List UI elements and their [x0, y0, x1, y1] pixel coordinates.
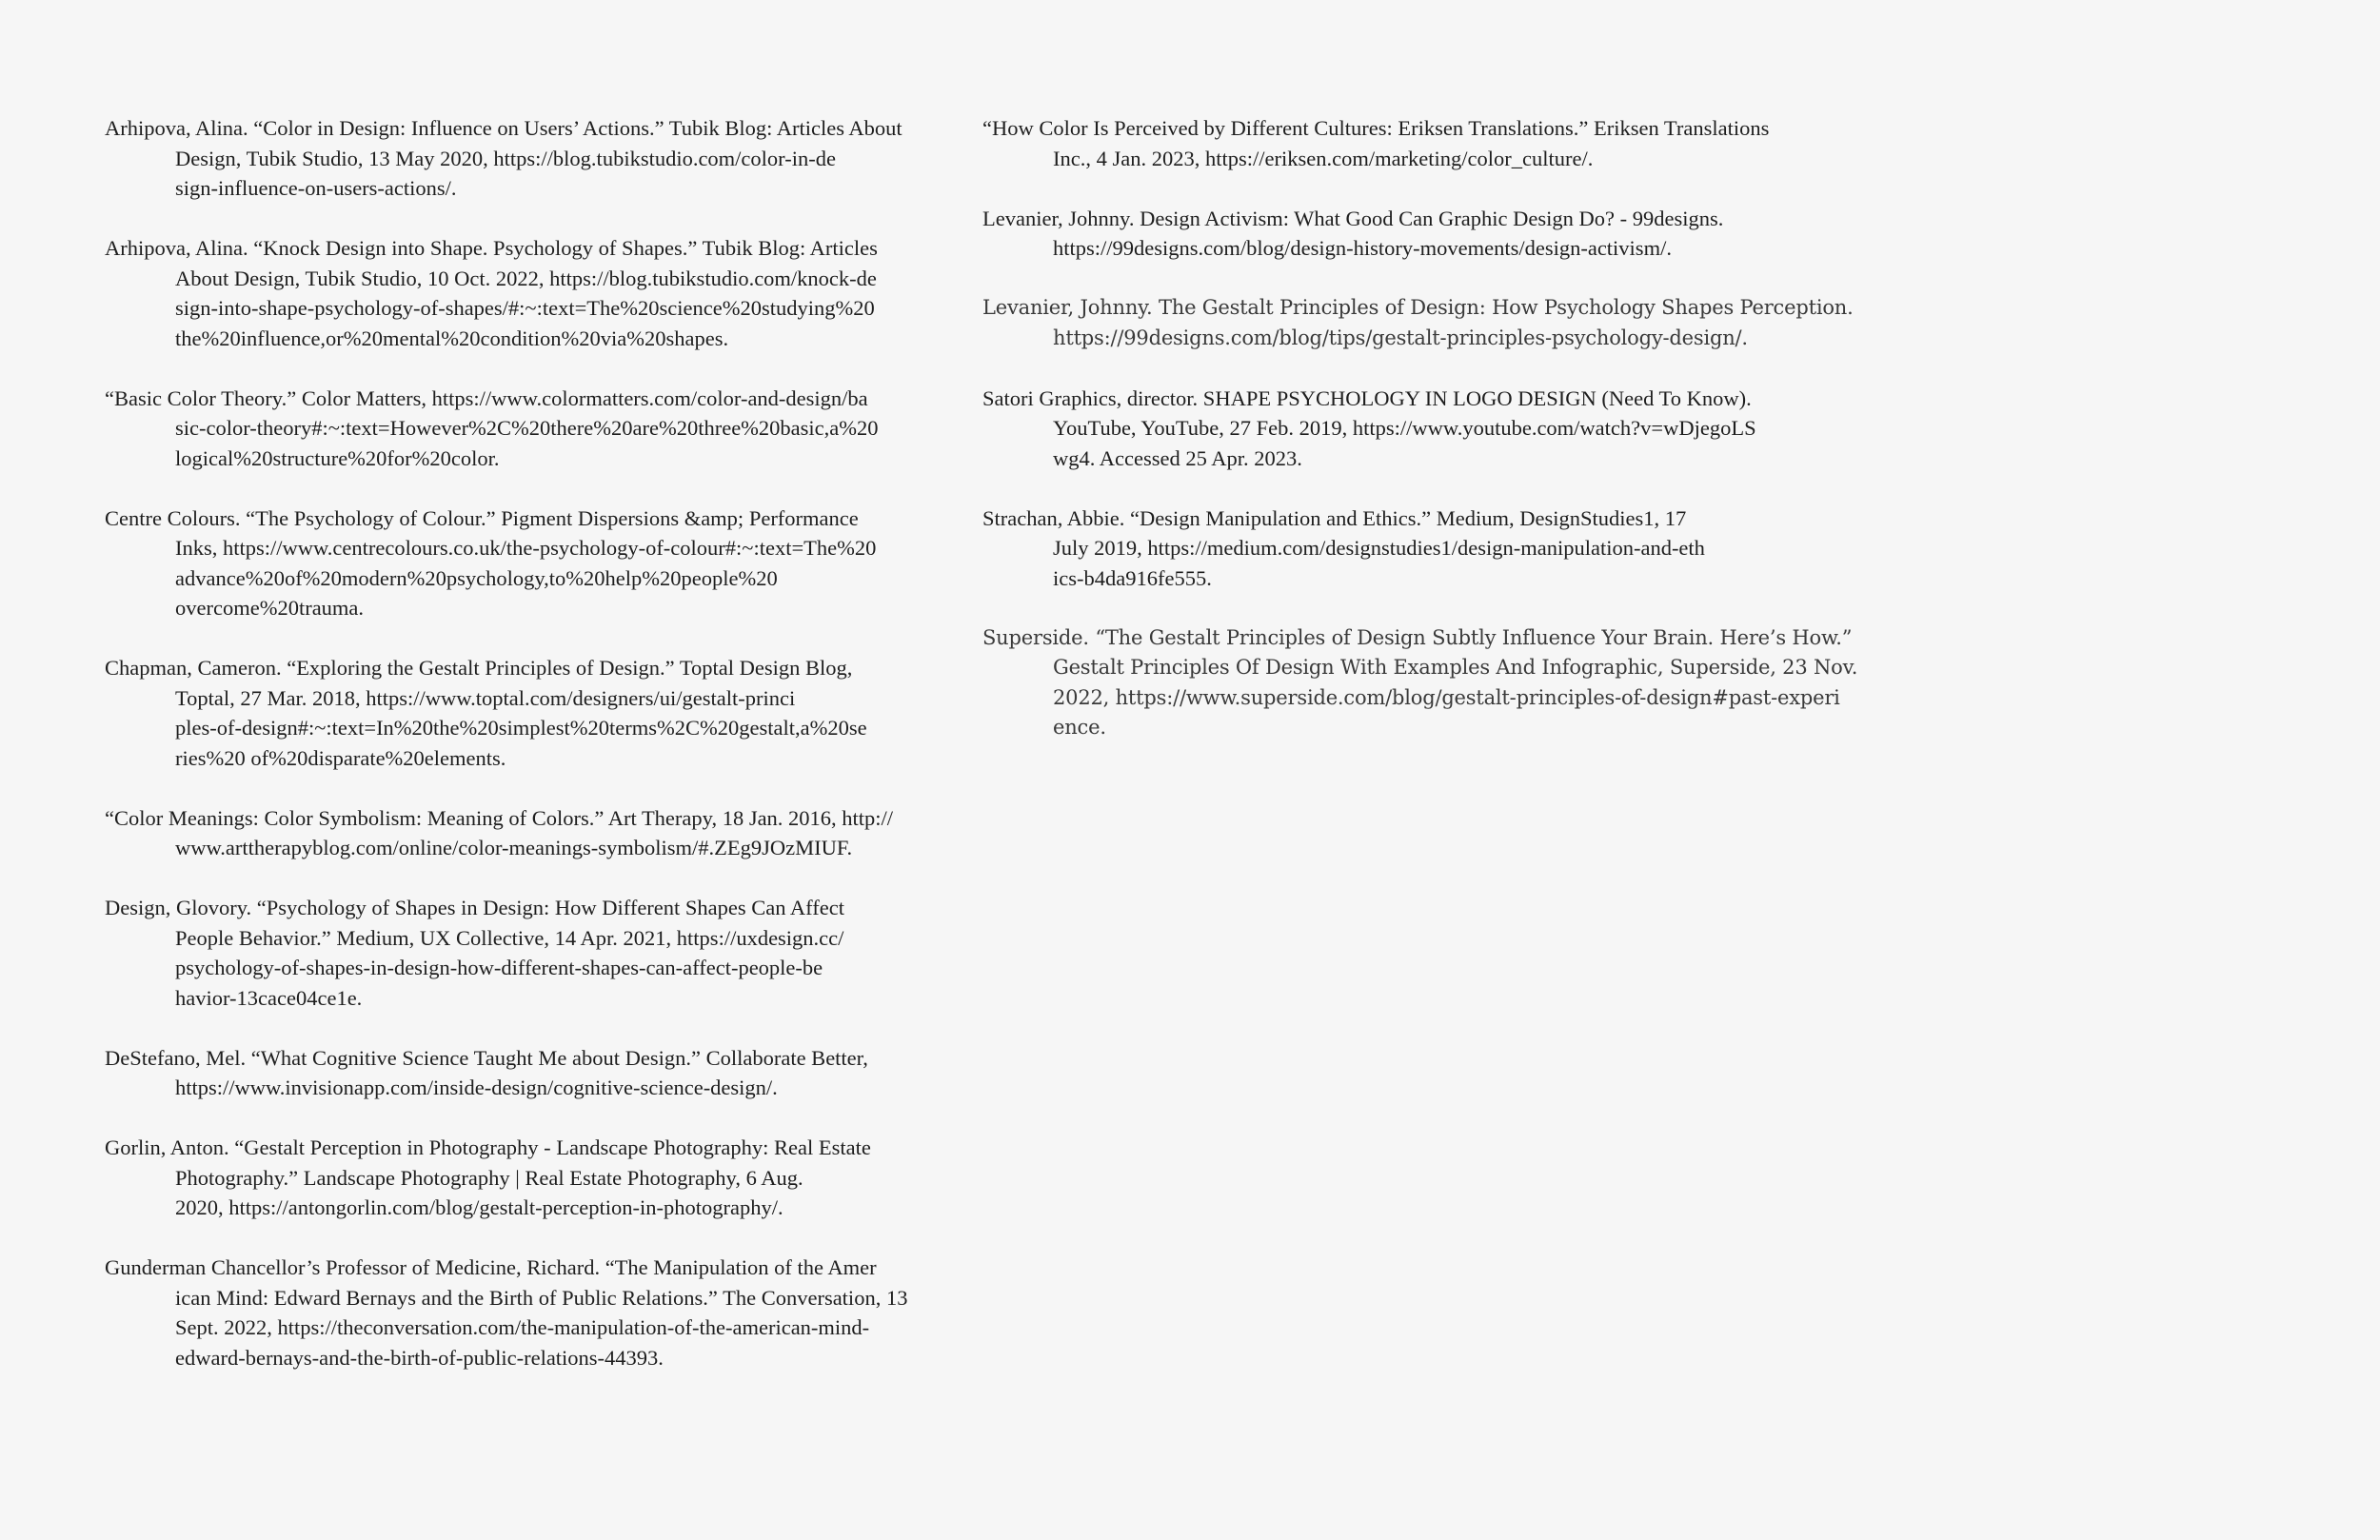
citation-continuation-line: edward-bernays-and-the-birth-of-public-relations-44393.: [175, 1345, 664, 1370]
citation-entry: [105, 653, 962, 773]
citation-continuation-line: www.arttherapyblog.com/online/color-meanings-symbolism/#.ZEg9JOzMIUF.: [175, 836, 853, 859]
citation-entry: [105, 113, 962, 204]
citation-first-line: Centre Colours. “The Psychology of Colour.” Pigment Dispersions &amp; Performance: [105, 505, 859, 530]
citation-continuation-line: the%20influence,or%20mental%20condition%20via%20shapes.: [175, 326, 729, 350]
right-column: [982, 113, 1868, 773]
citation-first-line: DeStefano, Mel. “What Cognitive Science Taught Me about Design.” Collaborate Better,: [105, 1045, 868, 1070]
citation-entry: [982, 204, 1868, 264]
citation-continuation-line: Inks, https://www.centrecolours.co.uk/the-psychology-of-colour#:~:text=The%20: [175, 536, 877, 560]
citation-continuation-line: Toptal, 27 Mar. 2018, https://www.toptal.com/designers/ui/gestalt-princi: [175, 685, 796, 710]
citation-continuation-line: sign-influence-on-users-actions/.: [175, 176, 457, 200]
citation-continuation-line: psychology-of-shapes-in-design-how-different-shapes-can-affect-people-be: [175, 956, 823, 979]
citation-first-line: “How Color Is Perceived by Different Cultures: Eriksen Translations.” Eriksen Translations: [982, 116, 1770, 140]
citation-first-line: Levanier, Johnny. The Gestalt Principles of Design: How Psychology Shapes Perception.: [982, 296, 1854, 319]
citation-first-line: Chapman, Cameron. “Exploring the Gestalt Principles of Design.” Toptal Design Blog,: [105, 656, 853, 680]
citation-first-line: “Basic Color Theory.” Color Matters, https://www.colormatters.com/color-and-design/ba: [105, 385, 868, 410]
citation-continuation-line: ican Mind: Edward Bernays and the Birth of Public Relations.” The Conversation, 13: [175, 1285, 908, 1310]
citation-continuation-line: advance%20of%20modern%20psychology,to%20help%20people%20: [175, 565, 778, 590]
citation-continuation-line: 2020, https://antongorlin.com/blog/gestalt-perception-in-photography/.: [175, 1195, 783, 1219]
citation-first-line: Gunderman Chancellor’s Professor of Medicine, Richard. “The Manipulation of the Amer: [105, 1255, 877, 1279]
citation-first-line: Levanier, Johnny. Design Activism: What Good Can Graphic Design Do? - 99designs.: [982, 206, 1724, 230]
citation-first-line: Gorlin, Anton. “Gestalt Perception in Photography - Landscape Photography: Real Estate: [105, 1135, 871, 1159]
citation-continuation-line: havior-13cace04ce1e.: [175, 985, 363, 1010]
citation-first-line: Satori Graphics, director. SHAPE PSYCHOLOGY IN LOGO DESIGN (Need To Know).: [982, 385, 1752, 410]
citation-continuation-line: https://99designs.com/blog/design-history-movements/design-activism/.: [1053, 236, 1672, 260]
citation-continuation-line: wg4. Accessed 25 Apr. 2023.: [1053, 445, 1302, 470]
citation-entry: [105, 1133, 962, 1223]
citation-continuation-line: https://99designs.com/blog/tips/gestalt-principles-psychology-design/.: [1053, 326, 1748, 349]
citation-continuation-line: sign-into-shape-psychology-of-shapes/#:~:text=The%20science%20studying%20: [175, 296, 875, 320]
citation-entry: [105, 803, 962, 863]
citation-continuation-line: 2022, https://www.superside.com/blog/gestalt-principles-of-design#past-experi: [1053, 685, 1840, 709]
citation-continuation-line: About Design, Tubik Studio, 10 Oct. 2022, https://blog.tubikstudio.com/knock-de: [175, 266, 877, 290]
citation-first-line: Strachan, Abbie. “Design Manipulation and Ethics.” Medium, DesignStudies1, 17: [982, 505, 1687, 530]
citation-continuation-line: sic-color-theory#:~:text=However%2C%20there%20are%20three%20basic,a%20: [175, 416, 879, 440]
citation-entry: [982, 623, 1868, 743]
citation-entry: [105, 384, 962, 474]
citation-continuation-line: Photography.” Landscape Photography | Real Estate Photography, 6 Aug.: [175, 1165, 803, 1190]
citation-entry: [982, 113, 1868, 173]
left-column: [105, 113, 962, 1403]
citation-first-line: Arhipova, Alina. “Color in Design: Influence on Users’ Actions.” Tubik Blog: Articles About: [105, 116, 902, 140]
citation-continuation-line: Inc., 4 Jan. 2023, https://eriksen.com/marketing/color_culture/.: [1053, 146, 1594, 170]
citation-continuation-line: https://www.invisionapp.com/inside-design/cognitive-science-design/.: [175, 1076, 778, 1099]
citation-continuation-line: ics-b4da916fe555.: [1053, 565, 1212, 590]
citation-continuation-line: Design, Tubik Studio, 13 May 2020, https://blog.tubikstudio.com/color-in-de: [175, 146, 836, 170]
citation-first-line: Design, Glovory. “Psychology of Shapes in Design: How Different Shapes Can Affect: [105, 896, 844, 919]
citation-entry: [105, 233, 962, 353]
citation-entry: [105, 893, 962, 1013]
citation-continuation-line: People Behavior.” Medium, UX Collective, 14 Apr. 2021, https://uxdesign.cc/: [175, 925, 844, 950]
citation-continuation-line: logical%20structure%20for%20color.: [175, 445, 500, 470]
citation-entry: [982, 503, 1868, 594]
citation-entry: [105, 503, 962, 623]
citation-continuation-line: overcome%20trauma.: [175, 596, 365, 620]
citation-entry: [982, 293, 1868, 353]
citation-continuation-line: ples-of-design#:~:text=In%20the%20simplest%20terms%2C%20gestalt,a%20se: [175, 716, 867, 740]
citation-entry: [105, 1253, 962, 1372]
citation-continuation-line: ence.: [1053, 716, 1106, 739]
citation-continuation-line: Gestalt Principles Of Design With Examples And Infographic, Superside, 23 Nov.: [1053, 656, 1858, 679]
citation-continuation-line: ries%20 of%20disparate%20elements.: [175, 745, 506, 770]
citation-entry: [105, 1043, 962, 1103]
citation-entry: [982, 384, 1868, 474]
citation-first-line: Arhipova, Alina. “Knock Design into Shape. Psychology of Shapes.” Tubik Blog: Articles: [105, 236, 878, 260]
citation-continuation-line: YouTube, YouTube, 27 Feb. 2019, https://www.youtube.com/watch?v=wDjegoLS: [1053, 416, 1756, 440]
citation-first-line: Superside. “The Gestalt Principles of Design Subtly Influence Your Brain. Here’s How.”: [982, 625, 1853, 649]
citation-continuation-line: Sept. 2022, https://theconversation.com/the-manipulation-of-the-american-mind-: [175, 1315, 870, 1339]
citation-continuation-line: July 2019, https://medium.com/designstudies1/design-manipulation-and-eth: [1053, 536, 1705, 560]
citation-first-line: “Color Meanings: Color Symbolism: Meaning of Colors.” Art Therapy, 18 Jan. 2016, http://: [105, 805, 894, 830]
